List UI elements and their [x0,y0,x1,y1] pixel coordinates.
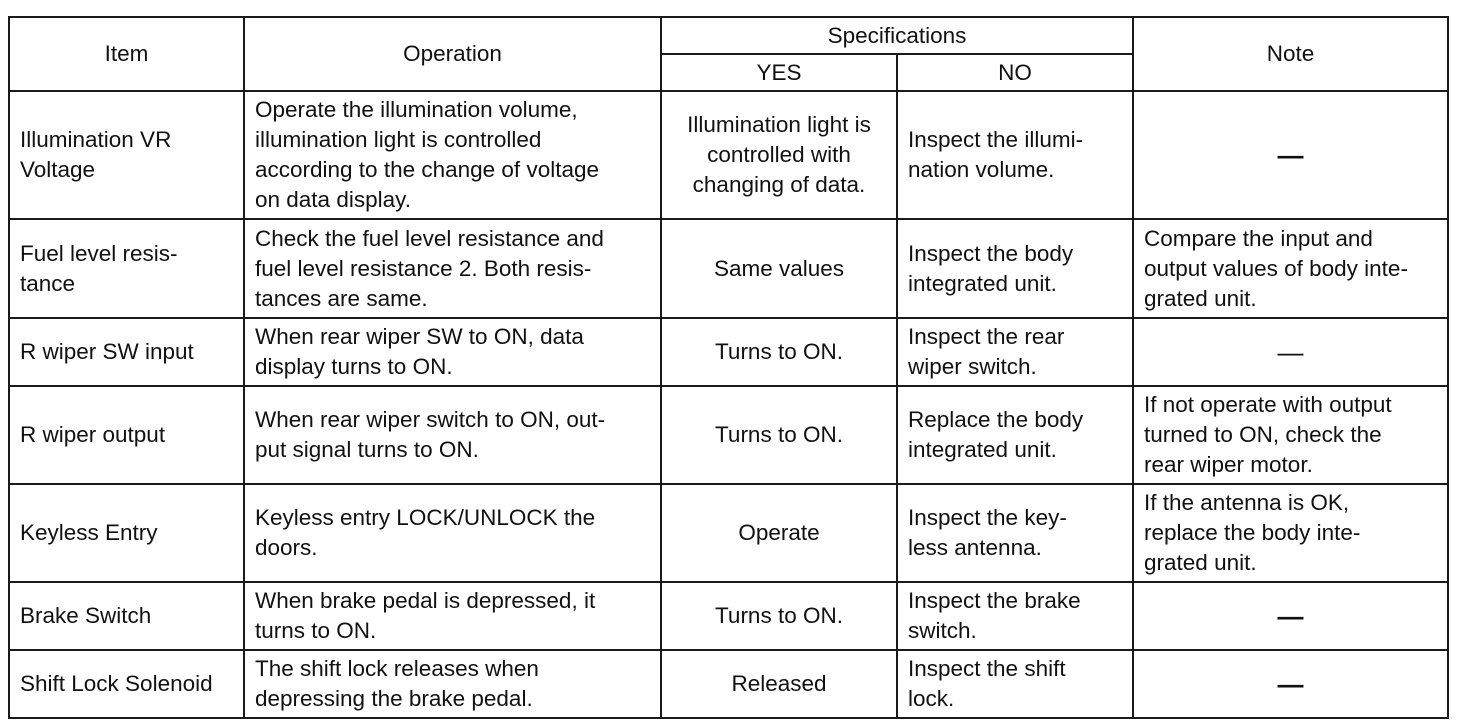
table-row [9,386,1448,484]
item-cell: Brake Switch [9,582,244,650]
note-cell: Compare the input and output values of body inte- grated unit. [1133,219,1448,318]
item-cell: R wiper output [9,386,244,484]
no-cell: Inspect the body integrated unit. [897,219,1133,318]
no-cell: Inspect the illumi- nation volume. [897,91,1133,219]
inspection-table [8,16,1449,719]
item-cell: Fuel level resis- tance [9,219,244,318]
operation-cell: The shift lock releases when depressing the brake pedal. [244,650,661,718]
header-note: Note [1133,17,1448,91]
item-cell: R wiper SW input [9,318,244,386]
table-row [9,219,1448,318]
header-operation: Operation [244,17,661,91]
header-item: Item [9,17,244,91]
operation-cell: Keyless entry LOCK/UNLOCK the doors. [244,484,661,582]
note-cell: If the antenna is OK, replace the body inte- grated unit. [1133,484,1448,582]
yes-cell: Turns to ON. [661,318,897,386]
table-row [9,318,1448,386]
yes-cell: Operate [661,484,897,582]
operation-cell: When brake pedal is depressed, it turns to ON. [244,582,661,650]
no-cell: Inspect the shift lock. [897,650,1133,718]
header-specifications: Specifications [661,17,1133,54]
operation-cell: When rear wiper SW to ON, data display turns to ON. [244,318,661,386]
no-cell: Inspect the key- less antenna. [897,484,1133,582]
operation-cell: When rear wiper switch to ON, out- put signal turns to ON. [244,386,661,484]
operation-cell: Operate the illumination volume, illumination light is controlled according to the change of voltage on data display. [244,91,661,219]
note-cell: If not operate with output turned to ON, check the rear wiper motor. [1133,386,1448,484]
item-cell: Shift Lock Solenoid [9,650,244,718]
note-cell: — [1133,582,1448,650]
item-cell: Keyless Entry [9,484,244,582]
item-cell: Illumination VR Voltage [9,91,244,219]
no-cell: Inspect the rear wiper switch. [897,318,1133,386]
yes-cell: Turns to ON. [661,582,897,650]
no-cell: Inspect the brake switch. [897,582,1133,650]
yes-cell: Released [661,650,897,718]
yes-cell: Turns to ON. [661,386,897,484]
table-row [9,484,1448,582]
operation-cell: Check the fuel level resistance and fuel level resistance 2. Both resis- tances are same. [244,219,661,318]
no-cell: Replace the body integrated unit. [897,386,1133,484]
table-row [9,582,1448,650]
table-row [9,650,1448,718]
note-cell: — [1133,91,1448,219]
header-row-top [9,17,1448,54]
header-no: NO [897,54,1133,91]
table-row [9,91,1448,219]
yes-cell: Illumination light is controlled with changing of data. [661,91,897,219]
yes-cell: Same values [661,219,897,318]
note-cell: — [1133,318,1448,386]
header-yes: YES [661,54,897,91]
note-cell: — [1133,650,1448,718]
